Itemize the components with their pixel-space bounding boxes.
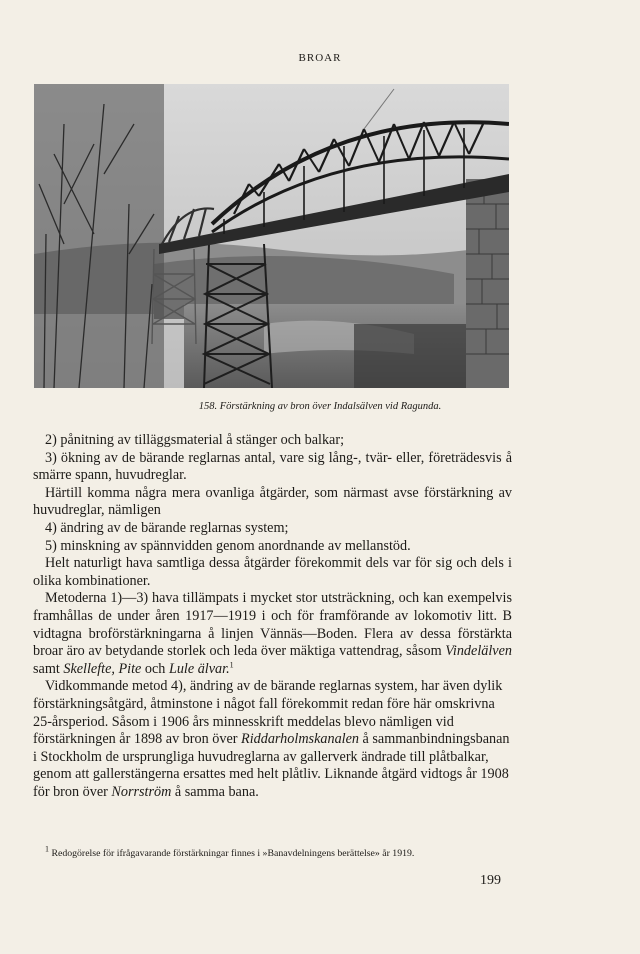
bridge-photo-illustration — [34, 84, 509, 388]
paragraph-method-4-detail-end: å samma bana. — [171, 783, 259, 800]
paragraph-method-3: 3) ökning av de bärande reglarnas antal, vare sig lång-, tvär- eller, företrädesvis å smärre spann, huvudreglar. — [33, 449, 512, 484]
rivers-lule: Lule älvar. — [168, 660, 230, 677]
bridge-photograph — [34, 84, 509, 388]
page-number: 199 — [480, 873, 501, 888]
river-vindelalven: Vindelälven — [445, 643, 512, 660]
footnote-text: Redogörelse för ifrågavarande förstärkningar finnes i »Banavdelningens berättelse» år 1919. — [49, 848, 415, 859]
body-text — [33, 432, 512, 801]
paragraph-method-4-detail — [33, 678, 512, 801]
paragraph-combinations: Helt naturligt hava samtliga dessa åtgärder förekommit dels var för sig och dels i olika kombinationer. — [33, 555, 512, 589]
paragraph-unusual-measures: Härtill komma några mera ovanliga åtgärder, som närmast avse förstärkning av huvudreglar, nämligen — [33, 484, 512, 519]
paragraph-methods-1-3 — [33, 590, 512, 678]
footnote-reference: 1 — [229, 659, 234, 669]
paragraph-method-4-detail-text: Vidkommande metod 4), ändring av de bärande reglarnas system, har även dylik förstärkningsåtgärd, åtminstone i något fall förekommit redan före här omskrivna 25-årsperiod. Såsom i 1906 års minnesskrift meddelas blevo nämligen vid förstärkningen år 1898 av bron över — [33, 678, 503, 748]
running-header: BROAR — [298, 52, 342, 64]
paragraph-method-4-detail-middle: å sammanbindningsbanan i Stockholm de ursprungliga huvudreglarna av gallerverk ändrade till plåtbalkar, genom att gallerstängerna ersattes med helt plåtliv. Liknande åtgärd vidtogs år 1908 för bron över — [33, 731, 510, 800]
paragraph-method-5: 5) minskning av spännvidden genom anordnande av mellanstöd. — [45, 537, 411, 554]
footnote-marker: 1 — [45, 844, 49, 854]
paragraph-method-2: 2) pånitning av tilläggsmaterial å stänger och balkar; — [45, 432, 345, 448]
canal-riddarholmskanalen: Riddarholmskanalen — [241, 731, 359, 748]
river-norrstrom: Norrström — [111, 783, 172, 800]
paragraph-method-4: 4) ändring av de bärande reglarnas system; — [45, 519, 289, 536]
rivers-skellefte-pite: Skellefte, Pite — [63, 660, 142, 677]
figure-caption: 158. Förstärkning av bron över Indalsälven vid Ragunda. — [198, 401, 442, 412]
conjunction-och: och — [141, 660, 169, 677]
conjunction-samt: samt — [33, 660, 64, 677]
paragraph-methods-1-3-text: Metoderna 1)—3) hava tillämpats i mycket stor utsträckning, och kan exempelvis framhållas de under åren 1917—1919 i och för framförande av lokomotiv litt. B vidtagna broförstärkningarna å linjen Vännäs—Boden. Flera av dessa förstärkta broar äro av betydande storlek och leda över mäktiga vattendrag, såsom — [33, 590, 512, 660]
footnote — [33, 844, 512, 860]
